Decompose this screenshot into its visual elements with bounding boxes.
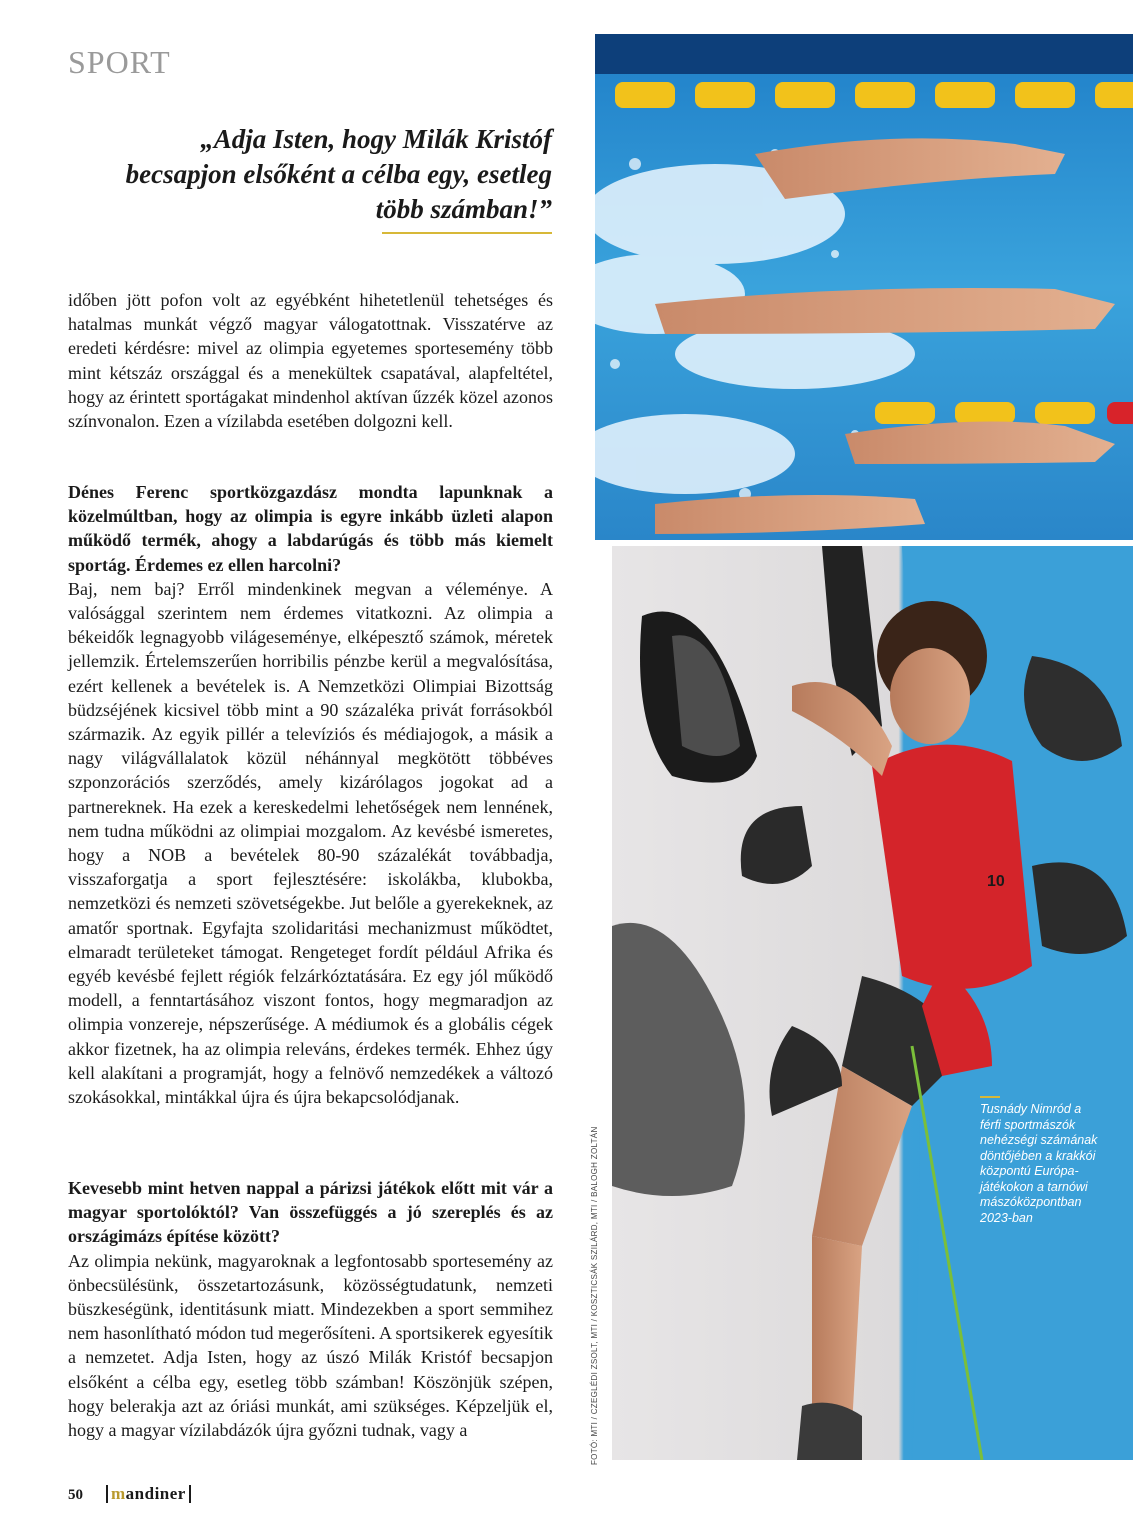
section-label: SPORT [68, 44, 171, 80]
body-paragraph: időben jött pofon volt az egyébként hihetetlenül tehetséges és hatalmas munkát végző magyar válogatottnak. Visszatérve az eredeti kérdésre: mivel az olimpia egyetemes sportesemény több mint kétszáz országgal és a menekültek csapatával, alapfeltétel, hogy az érintett sportágakat mindenhol aktívan űzzék közel azonos színvonalon. Ezen a vízilabda esetében dolgozni kell. [68, 290, 553, 432]
climbing-photo-illustration [612, 546, 1133, 1460]
swimming-photo-illustration [595, 34, 1133, 540]
quote-divider [382, 232, 552, 234]
interview-question: Kevesebb mint hetven nappal a párizsi játékok előtt mit vár a magyar sportolóktól? Van összefüggés a jó szereplés és az országimázs építése között? [68, 1178, 553, 1247]
caption-divider [980, 1096, 1000, 1098]
body-paragraph: Baj, nem baj? Erről mindenkinek megvan a véleménye. A valósággal szerintem nem érdemes vitatkozni. Az olimpia a békeidők legnagyobb világeseménye, elképesztő számok, méretek jellemzik. Értelemszerűen horribilis pénzbe kerül a megvalósítása, ezért kellenek a bevételek is. A Nemzetközi Olimpiai Bizottság büdzséjének kicsivel több mint a 90 százaléka privát forrásokból származik. Az egyik pillér a televíziós és médiajogok, a másik a nagy világvállalatok közül néhánnyal megkötött többéves szponzorációs szerződés, amely kizárólagos jogokat ad a partnereknek. Ha ezek a kereskedelmi lehetőségek nem lennének, nem tudna működni az olimpiai mozgalom. Az kevésbé ismeretes, hogy a NOB a bevételek 80-90 százalékát továbbadja, visszaforgatja a sport fejlesztésére: iskolákba, klubokba, nemzetközi és nemzeti szövetségekbe. Jut belőle a gyerekeknek, az amatőr sportnak. Egyfajta szolidaritási mechanizmust működtet, elmaradt területeket támogat. Rengeteget fordít például Afrika és egyéb kevésbé fejlett régiók felzárkóztatására. Ez egy jól működő modell, a fenntartásához viszont fontos, hogy megmaradjon az olimpia vonzereje, népszerűsége. A médiumok és a globális cégek akkor fizetnek, ha az olimpia releváns, érdekes termék. Ehhez úgy kell alakítani a programját, hogy a felnövő nemzedékek a változó szokásokkal, mintákkal újra és újra bekapcsolódjanak. [68, 578, 553, 1108]
body-paragraph: Az olimpia nekünk, magyaroknak a legfontosabb sportesemény az önbecsülésünk, összetartozásunk, közösségtudatunk, nemzeti büszkeségünk, identitásunk miatt. Mindezekben a sport semmihez nem hasonlítható módon tud megerősíteni. A sportsikerek egyesítik a nemzetet. Adja Isten, hogy az úszó Milák Kristóf becsapjon elsőként a célba egy, esetleg több számban! Köszönjük szépen, hogy belerakja azt az óriási munkát, ami szükséges. Képzeljük el, hogy a magyar vízilabdázók újra győzni tudnak, vagy a [68, 1250, 553, 1441]
photo-caption: Tusnády Nimród a férfi sportmászók nehézségi számának döntőjében a krakkói központú Európa-játékokon a tarnówi mászóközpontban 2023-ban [980, 1102, 1098, 1225]
logo-text: andiner [125, 1484, 186, 1503]
logo-letter: m [111, 1484, 126, 1503]
photo-credit: FOTÓ: MTI / CZEGLÉDI ZSOLT, MTI / KOSZTICSÁK SZILÁRD, MTI / BALOGH ZOLTÁN [590, 1126, 599, 1465]
climbing-photo [612, 546, 1133, 1460]
interview-question: Dénes Ferenc sportközgazdász mondta lapunknak a közelmúltban, hogy az olimpia is egyre inkább üzleti alapon működő termék, ahogy a labdarúgás és több más kiemelt sportág. Érdemes ez ellen harcolni? [68, 482, 553, 575]
swimming-photo [595, 34, 1133, 540]
article-column-part-1 [68, 288, 553, 433]
pull-quote: „Adja Isten, hogy Milák Kristóf becsapjon elsőként a célba egy, esetleg több számban!” [125, 124, 552, 224]
article-column-part-2 [68, 480, 553, 1109]
publication-logo [106, 1485, 191, 1503]
article-column-part-3 [68, 1176, 553, 1442]
climber-bib-number: 10 [987, 873, 1005, 890]
page-number: 50 [68, 1487, 83, 1503]
